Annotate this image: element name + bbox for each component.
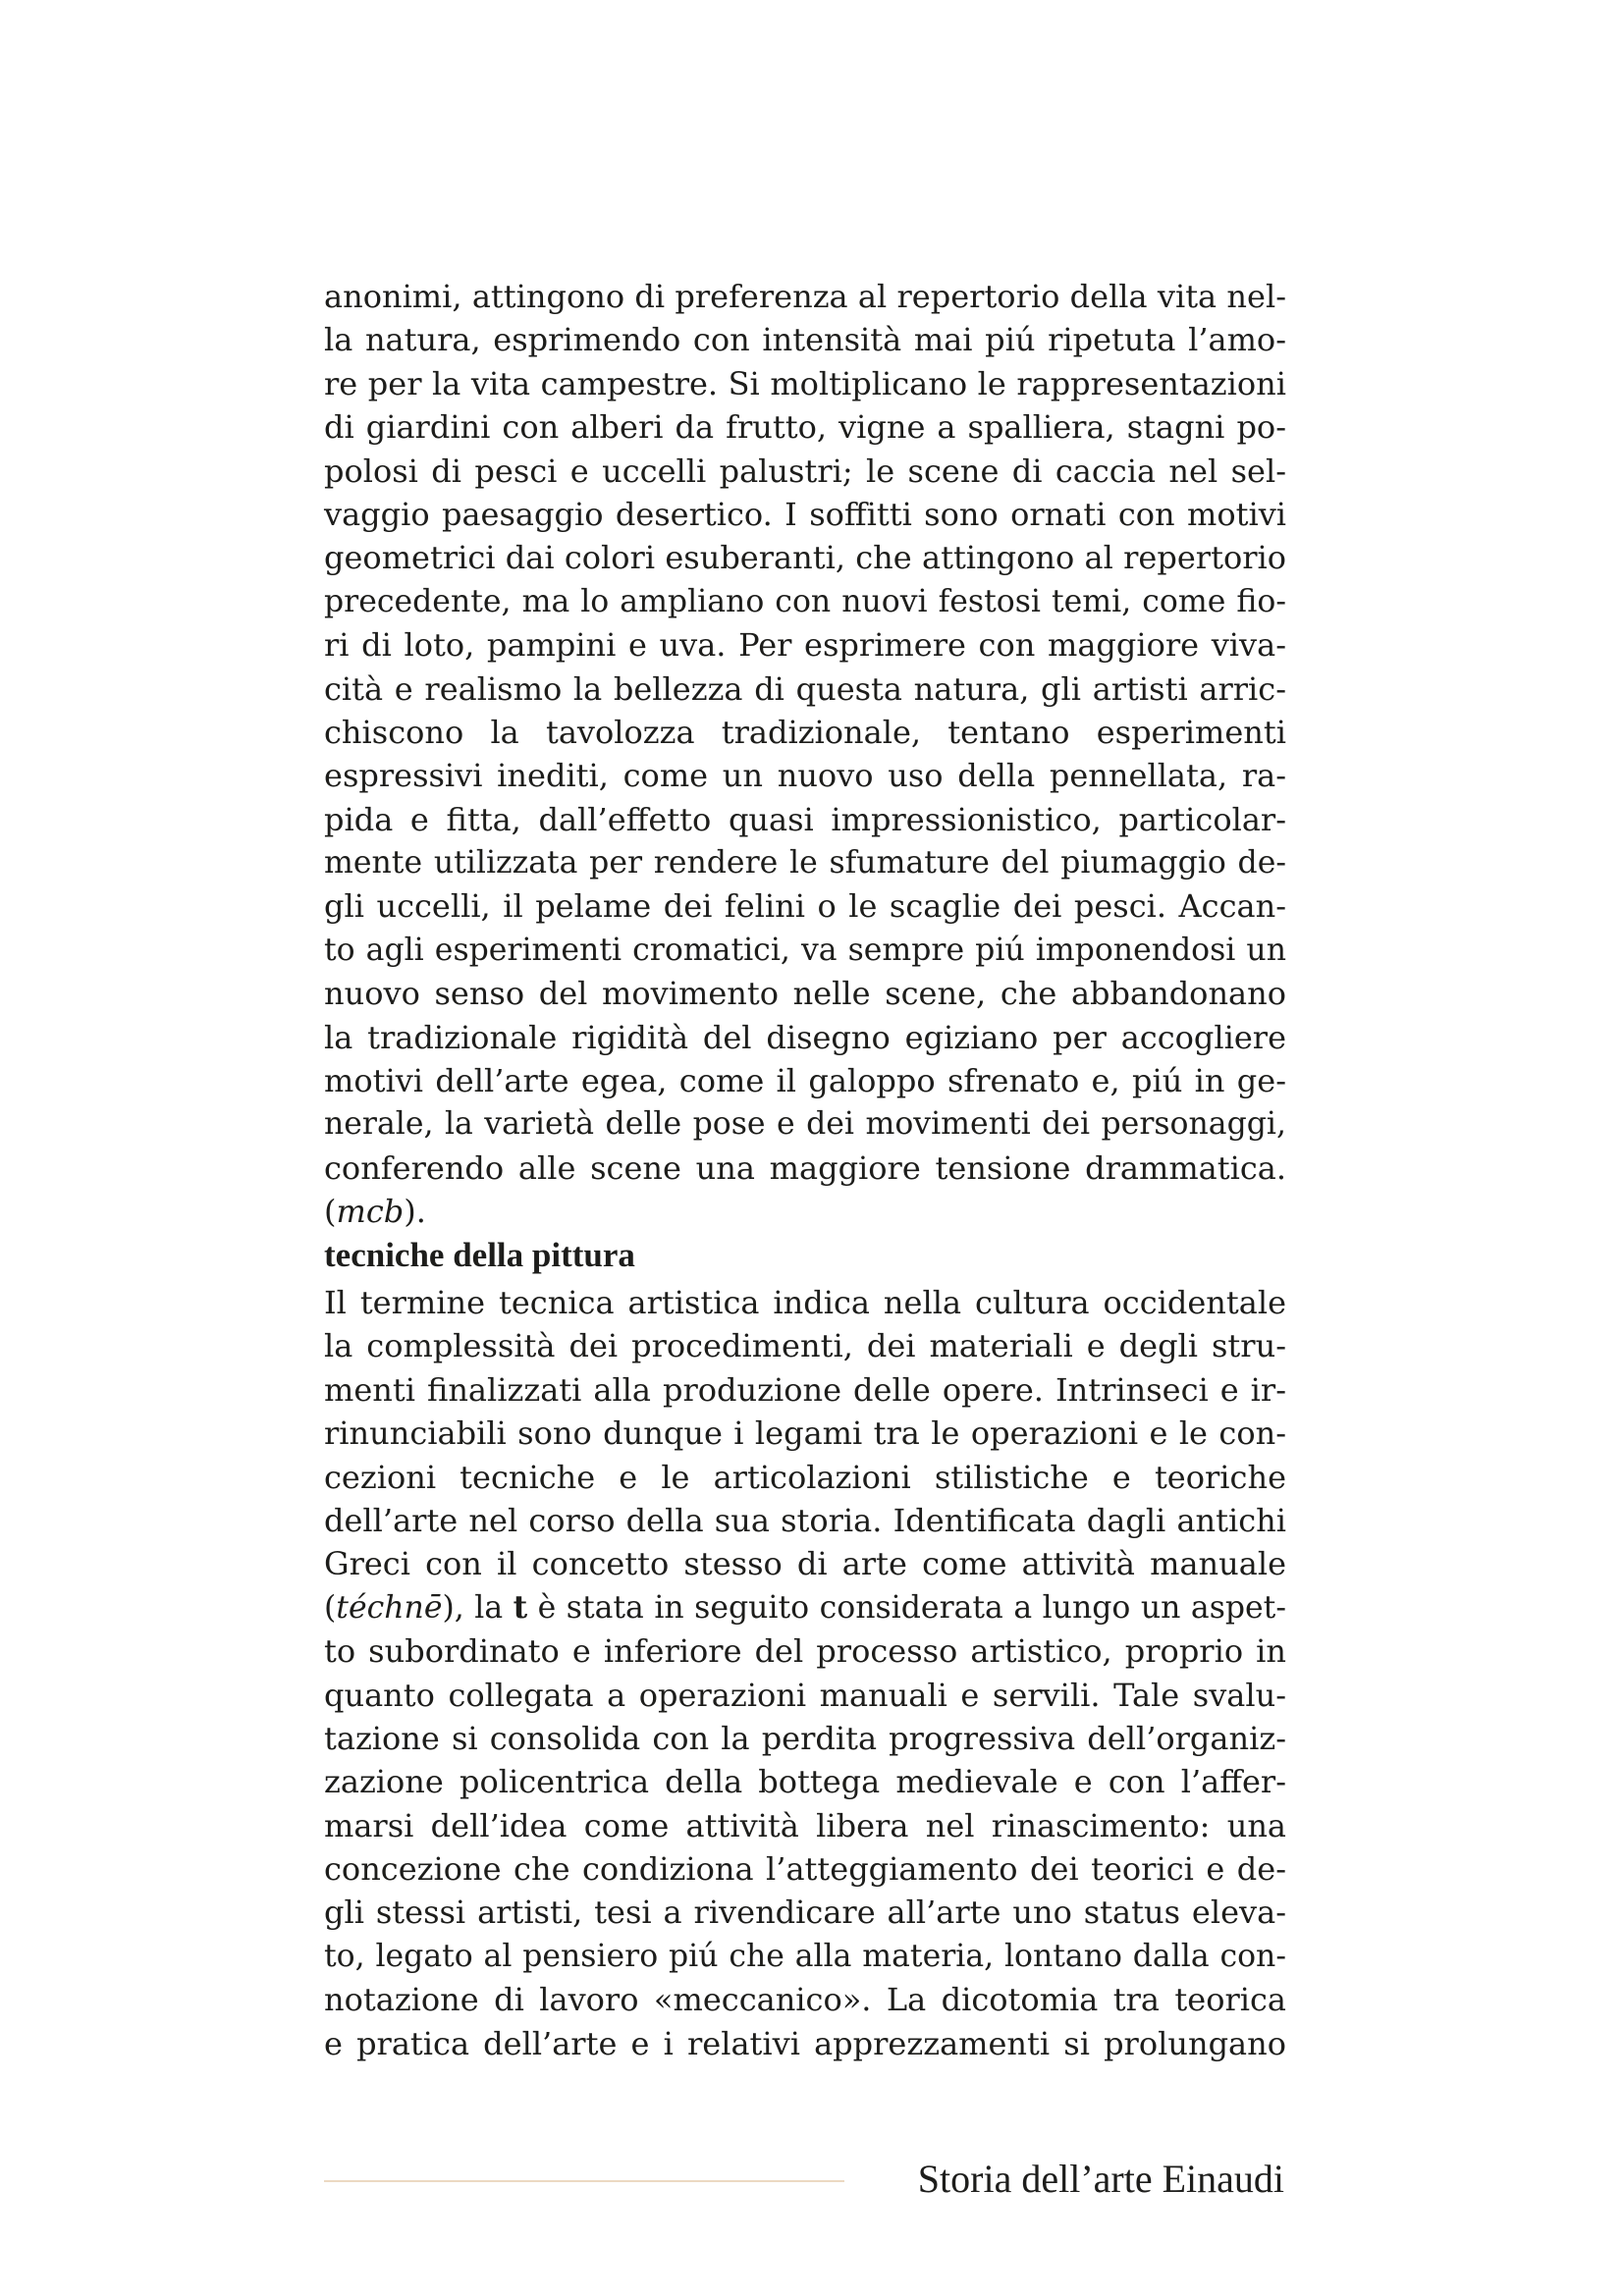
text-line: vaggio paesaggio desertico. I soffitti sono ornati con motivi [324, 495, 1286, 533]
text-line: polosi di pesci e uccelli palustri; le scene di caccia nel sel- [324, 452, 1286, 490]
footer-rule [324, 2180, 844, 2182]
text-line: espressivi inediti, come un nuovo uso della pennellata, ra- [324, 757, 1286, 795]
text-line: quanto collegata a operazioni manuali e servili. Tale svalu- [324, 1676, 1286, 1714]
signature-open: ( [324, 1193, 337, 1231]
text-line: gli uccelli, il pelame dei felini o le scaglie dei pesci. Accan- [324, 887, 1286, 926]
text-line: cezioni tecniche e le articolazioni stilistiche e teoriche [324, 1458, 1286, 1496]
text-line-techne [324, 1586, 1286, 1629]
techne-open: ( [324, 1589, 337, 1626]
text-line: di giardini con alberi da frutto, vigne a spalliera, stagni po- [324, 408, 1286, 447]
text-line: precedente, ma lo ampliano con nuovi festosi temi, come fio- [324, 583, 1286, 619]
text-line: motivi dell’arte egea, come il galoppo sfrenato e, piú in ge- [324, 1062, 1286, 1100]
section-heading: tecniche della pittura [324, 1236, 635, 1274]
text-line: to agli esperimenti cromatici, va sempre piú imponendosi un [324, 932, 1286, 968]
text-line: nuovo senso del movimento nelle scene, che abbandonano [324, 975, 1286, 1013]
text-line: nerale, la varietà delle pose e dei movimenti dei personaggi, [324, 1106, 1286, 1143]
text-line: conferendo alle scene una maggiore tensione drammatica. [324, 1148, 1286, 1187]
text-line: concezione che condiziona l’atteggiamento dei teorici e de- [324, 1850, 1286, 1889]
text-line: zazione policentrica della bottega medievale e con l’affer- [324, 1763, 1286, 1801]
author-initials: mcb [336, 1193, 405, 1231]
text-line: Greci con il concetto stesso di arte come attività manuale [324, 1545, 1286, 1583]
text-line: cità e realismo la bellezza di questa natura, gli artisti arric- [324, 669, 1286, 708]
text-line: la natura, esprimendo con intensità mai piú ripetuta l’amo- [324, 321, 1286, 359]
text-line: Il termine tecnica artistica indica nella cultura occidentale [324, 1284, 1286, 1321]
text-line: notazione di lavoro «meccanico». La dicotomia tra teorica [324, 1981, 1286, 2019]
text-line: ri di loto, pampini e uva. Per esprimere con maggiore viva- [324, 626, 1286, 665]
paragraph-tecniche [324, 1281, 1286, 2065]
footer-title: Storia dell’arte Einaudi [917, 2157, 1284, 2201]
text-line: marsi dell’idea come attività libera nel rinascimento: una [324, 1806, 1286, 1844]
text-line: pida e fitta, dall’effetto quasi impressionistico, particolar- [324, 800, 1286, 838]
entry-abbreviation: t [513, 1588, 528, 1626]
text-line: rinunciabili sono dunque i legami tra le operazioni e le con- [324, 1415, 1286, 1453]
techne-rest: è stata in seguito considerata a lungo un aspet- [527, 1589, 1286, 1626]
text-line: dell’arte nel corso della sua storia. Identificata dagli antichi [324, 1501, 1286, 1539]
text-line: mente utilizzata per rendere le sfumature del piumaggio de- [324, 845, 1286, 881]
text-line: gli stessi artisti, tesi a rivendicare all’arte uno status eleva- [324, 1894, 1286, 1932]
text-line: tazione si consolida con la perdita progressiva dell’organiz- [324, 1719, 1286, 1757]
text-line: re per la vita campestre. Si moltiplicano le rappresentazioni [324, 364, 1286, 402]
text-line: la complessità dei procedimenti, dei materiali e degli stru- [324, 1327, 1286, 1365]
paragraph-vita-nella-natura [324, 275, 1286, 1234]
signature-close: ). [404, 1193, 426, 1231]
techne-term: téchnē [336, 1589, 443, 1626]
author-signature [324, 1190, 1286, 1233]
text-line: to, legato al pensiero piú che alla materia, lontano dalla con- [324, 1938, 1286, 1974]
text-line: e pratica dell’arte e i relativi apprezzamenti si prolungano [324, 2024, 1286, 2062]
text-line: to subordinato e inferiore del processo artistico, proprio in [324, 1632, 1286, 1671]
text-line: menti finalizzati alla produzione delle opere. Intrinseci e ir- [324, 1370, 1286, 1409]
text-line: anonimi, attingono di preferenza al repertorio della vita nel- [324, 278, 1286, 315]
text-line: geometrici dai colori esuberanti, che attingono al repertorio [324, 539, 1286, 577]
techne-mid: ), la [442, 1589, 514, 1626]
text-line: la tradizionale rigidità del disegno egiziano per accogliere [324, 1018, 1286, 1056]
text-line: chiscono la tavolozza tradizionale, tentano esperimenti [324, 713, 1286, 751]
